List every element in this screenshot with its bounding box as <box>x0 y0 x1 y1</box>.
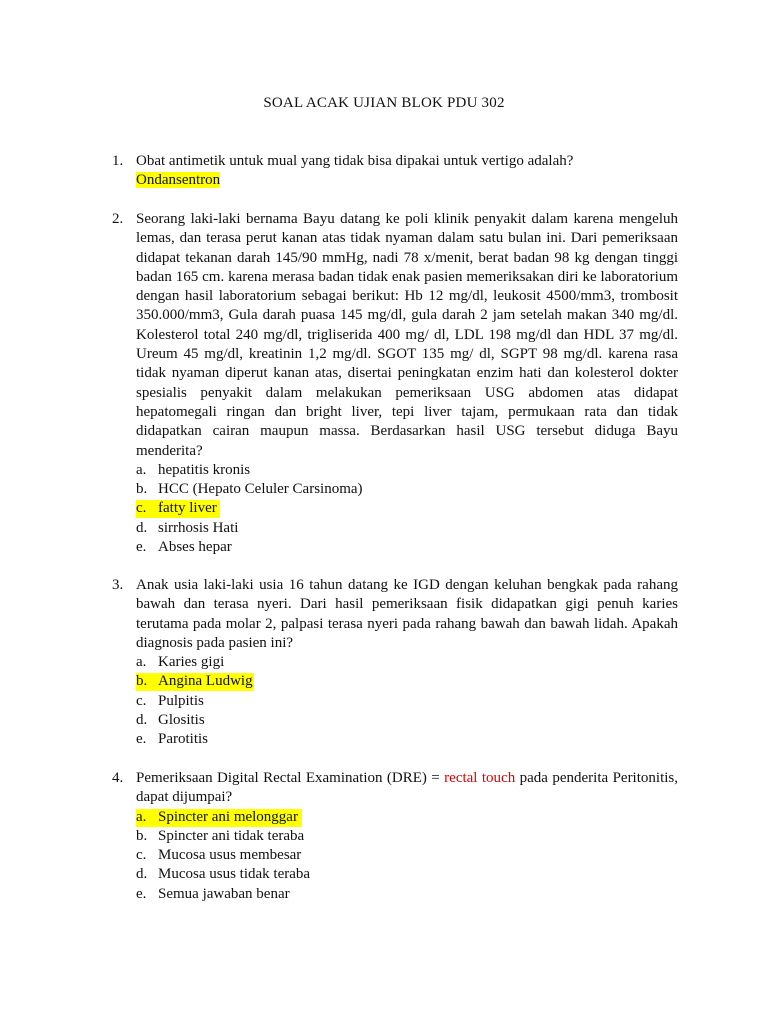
question-4 <box>112 769 678 904</box>
question-stem: Seorang laki-laki bernama Bayu datang ke poli klinik penyakit dalam karena mengeluh lemas, dan terasa perut kanan atas tidak nyaman dalam satu bulan ini. Dari pemeriksaan didapat tekanan darah 145/90 mmHg, nadi 78 x/menit, berat badan 98 kg dengan tinggi badan 165 cm. karena merasa badan tidak enak pasien memeriksakan diri ke laboratorium dengan hasil laboratorium sebagai berikut: Hb 12 mg/dl, leukosit 4500/mm3, trombosit 350.000/mm3, Gula darah puasa 145 mg/dl, gula darah 2 jam setelah makan 340 mg/dl. Kolesterol total 240 mg/dl, trigliserida 400 mg/ dl, LDL 198 mg/dl dan HDL 37 mg/dl. Ureum 45 mg/dl, kreatinin 1,2 mg/dl. SGOT 135 mg/ dl, SGPT 98 mg/dl. karena rasa tidak nyaman diperut kanan atas, disertai peningkatan enzim hati dan kolesterol dokter spesialis penyakit dalam melakukan pemeriksaan USG abdomen atas didapat hepatomegali ringan dan bright liver, tepi liver tajam, permukaan rata dan tidak didapatkan cairan maupun massa. Berdasarkan hasil USG tersebut diduga Bayu menderita? <box>136 211 678 459</box>
red-text: rectal touch <box>444 770 516 786</box>
option-c: c. Pulpitis <box>136 692 204 709</box>
option-a-highlighted: a. Spincter ani melonggar <box>136 808 678 827</box>
question-3 <box>112 576 678 750</box>
option-a: a. Karies gigi <box>136 654 225 671</box>
document-title: SOAL ACAK UJIAN BLOK PDU 302 <box>263 95 505 111</box>
option-d: d. Mucosa usus tidak teraba <box>136 866 311 883</box>
question-stem: Obat antimetik untuk mual yang tidak bisa dipakai untuk vertigo adalah? <box>136 153 574 169</box>
highlighted-answer: Ondansentron <box>136 172 221 189</box>
option-a: a. hepatitis kronis <box>136 461 251 478</box>
question-number: 1. <box>112 153 124 169</box>
question-1 <box>112 152 678 191</box>
question-2 <box>112 210 678 557</box>
option-d: d. sirrhosis Hati <box>136 519 239 536</box>
question-number: 2. <box>112 211 124 227</box>
option-d: d. Glositis <box>136 712 205 729</box>
option-e: e. Semua jawaban benar <box>136 885 290 902</box>
option-b-highlighted: b. Angina Ludwig <box>136 673 253 690</box>
option-c-highlighted: c. fatty liver <box>136 499 678 518</box>
option-e: e. Parotitis <box>136 731 209 748</box>
option-list <box>136 461 678 557</box>
question-number: 4. <box>112 770 124 786</box>
question-stem: Pemeriksaan Digital Rectal Examination (DRE) = rectal touch pada penderita Peritonitis, dapat dijumpai? <box>136 770 678 806</box>
question-stem: Anak usia laki-laki usia 16 tahun datang ke IGD dengan keluhan bengkak pada rahang bawah dan terasa nyeri. Dari hasil pemeriksaan fisik didapatkan gigi penuh karies terutama pada molar 2, palpasi terasa nyeri pada rahang bawah dan bawah lidah. Apakah diagnosis pada pasien ini? <box>136 577 678 651</box>
option-c: c. Mucosa usus membesar <box>136 847 302 864</box>
option-e: e. Abses hepar <box>136 539 232 556</box>
option-list <box>136 808 678 904</box>
option-b: b. HCC (Hepato Celuler Carsinoma) <box>136 481 363 498</box>
option-list <box>136 653 678 749</box>
option-b: b. Spincter ani tidak teraba <box>136 827 305 844</box>
question-number: 3. <box>112 577 124 593</box>
